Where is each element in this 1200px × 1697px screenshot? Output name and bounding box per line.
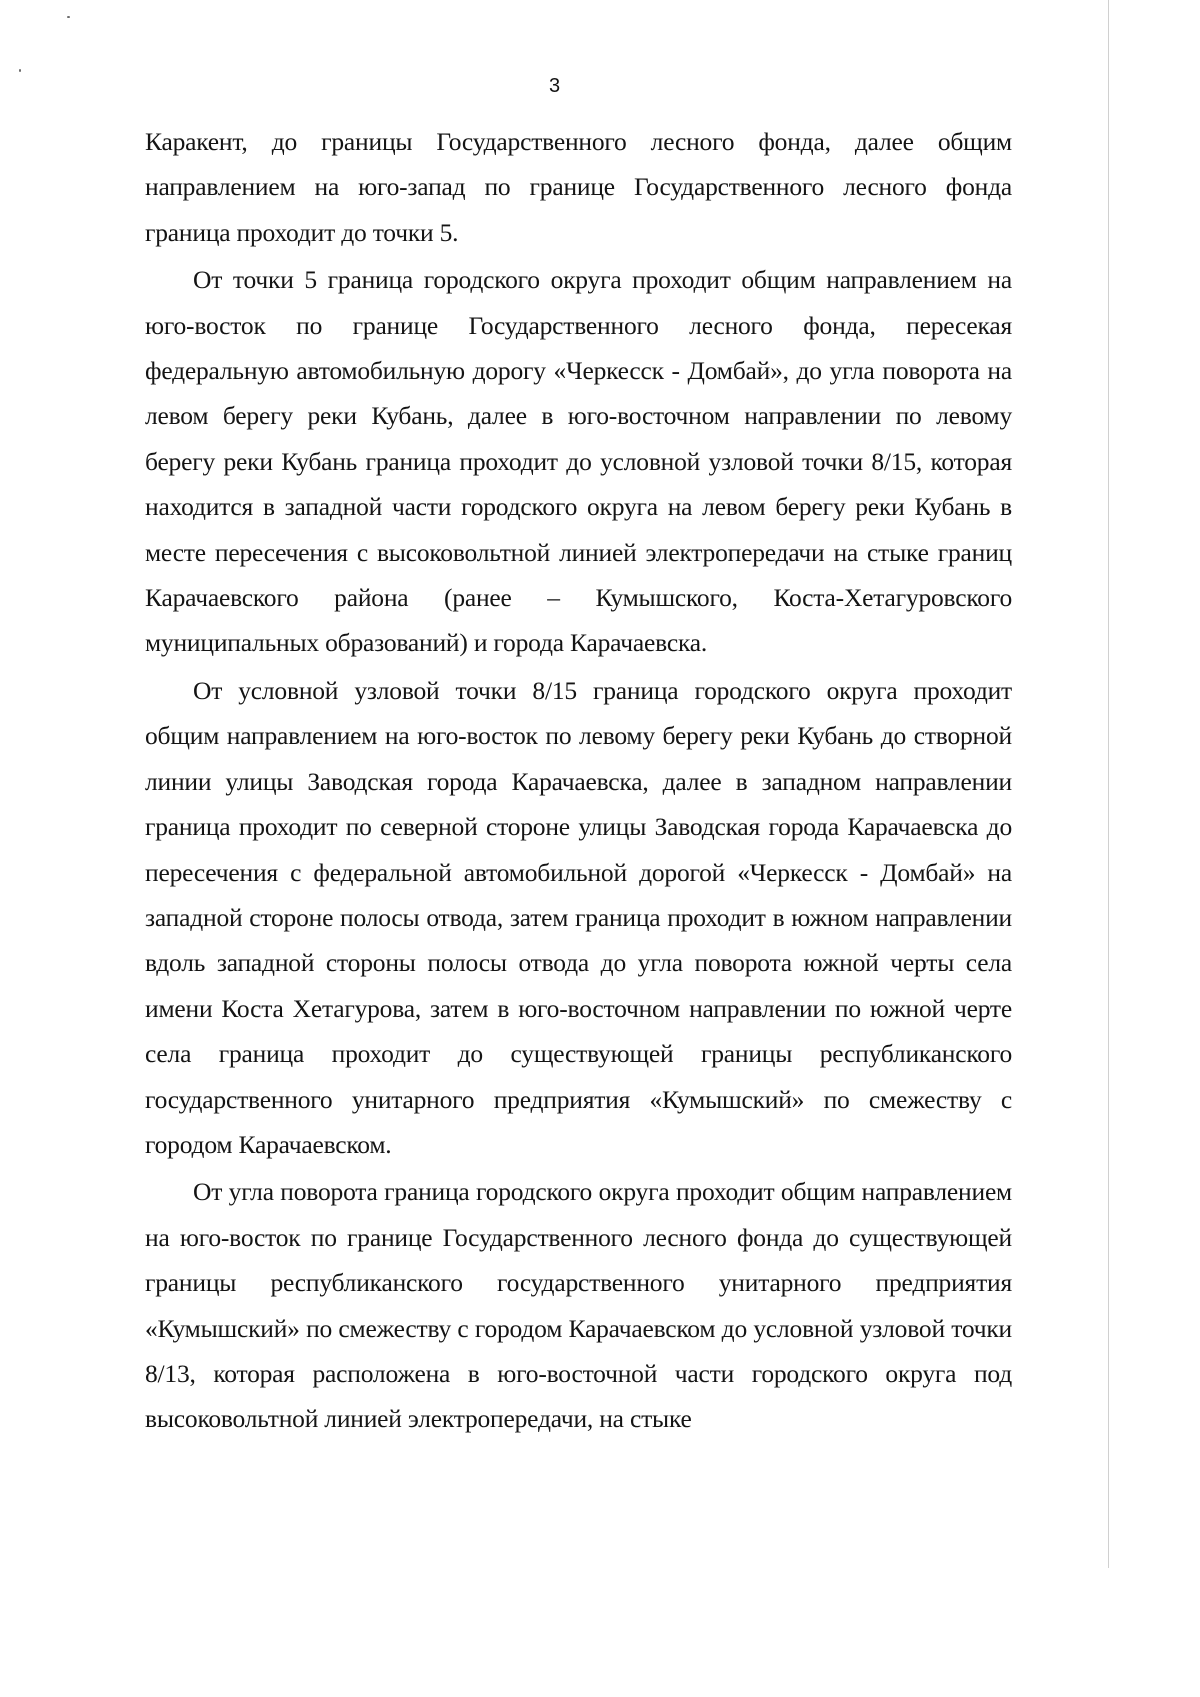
document-body	[145, 119, 1012, 1442]
paragraph: От точки 5 граница городского округа проходит общим направлением на юго-восток по границе Государственного лесного фонда, пересекая федеральную автомобильную дорогу «Черкесск - Домбай», до угла поворота на левом берегу реки Кубань, далее в юго-восточном направлении по левому берегу реки Кубань граница проходит до условной узловой точки 8/15, которая находится в западной части городского округа на левом берегу реки Кубань в месте пересечения с высоковольтной линией электропередачи на стыке границ Карачаевского района (ранее – Кумышского, Коста-Хетагуровского муниципальных образований) и города Карачаевска.	[145, 265, 1012, 658]
page-number: 3	[548, 75, 561, 97]
paragraph: От условной узловой точки 8/15 граница городского округа проходит общим направлением на юго-восток по левому берегу реки Кубань до створной линии улицы Заводская города Карачаевска, далее в западном направлении граница проходит по северной стороне улицы Заводская города Карачаевска до пересечения с федеральной автомобильной дорогой «Черкесск - Домбай» на западной стороне полосы отвода, затем граница проходит в южном направлении вдоль западной стороны полосы отвода до угла поворота южной черты села имени Коста Хетагурова, затем в юго-восточном направлении по южной черте села граница проходит до существующей границы республиканского государственного унитарного предприятия «Кумышский» по смежеству с городом Карачаевском.	[145, 675, 1012, 1159]
scan-speck	[19, 69, 21, 72]
scan-speck	[67, 16, 70, 18]
scan-edge	[1108, 0, 1109, 1568]
paragraph-continuation: Каракент, до границы Государственного лесного фонда, далее общим направлением на юго-запад по границе Государственного лесного фонда граница проходит до точки 5.	[145, 127, 1012, 247]
paragraph: От угла поворота граница городского округа проходит общим направлением на юго-восток по границе Государственного лесного фонда до существующей границы республиканского государственного унитарного предприятия «Кумышский» по смежеству с городом Карачаевском до условной узловой точки 8/13, которая расположена в юго-восточной части городского округа под высоковольтной линией электропередачи, на стыке	[145, 1177, 1012, 1434]
